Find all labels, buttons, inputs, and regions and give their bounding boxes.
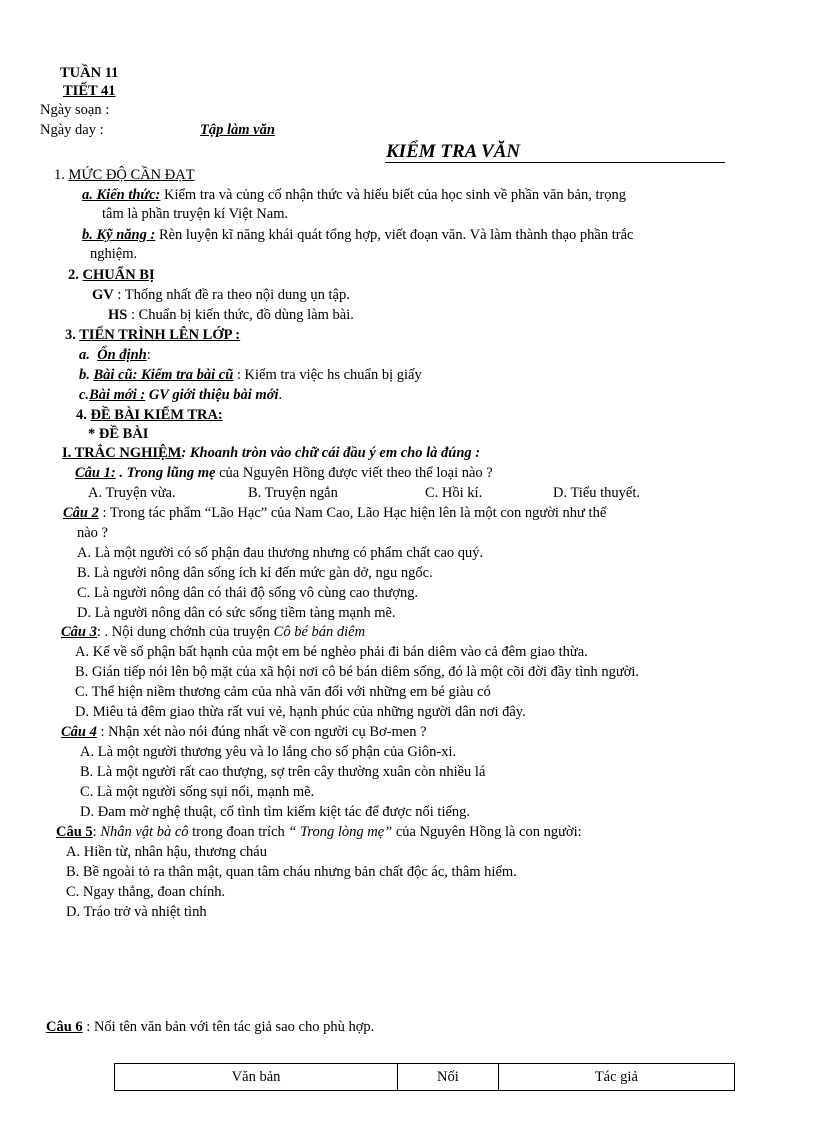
q2-option-c: C. Là người nông dân có thái độ sống vô cùng cao thượng. [77, 585, 419, 601]
title-underline [385, 162, 725, 163]
q5-option-b: B. Bề ngoài tỏ ra thân mật, quan tâm cháu nhưng bản chất độc ác, thâm hiểm. [66, 864, 517, 880]
section-4-heading: 4. ĐỀ BÀI KIỂM TRA: [76, 407, 223, 423]
q2-option-a: A. Là một người có số phận đau thương nhưng có phẩm chất cao quý. [77, 545, 484, 561]
part-1-heading: I. TRẮC NGHIỆM: Khoanh tròn vào chữ cái đầu ý em cho là đúng : [62, 445, 481, 461]
q1-option-c: C. Hồi kí. [425, 485, 483, 501]
date-taught: Ngày day : [40, 122, 104, 138]
skill-line-2: nghiệm. [90, 246, 138, 262]
q4-option-a: A. Là một người thương yêu và lo lắng cho số phận của Giôn-xi. [80, 744, 457, 760]
q1-option-a: A. Truyện vừa. [88, 485, 176, 501]
date-prepared: Ngày soạn : [40, 102, 110, 118]
question-5: Câu 5: Nhân vật bà cô trong đoan trích “ Trong lòng mẹ” của Nguyên Hồng là con người: [56, 824, 582, 840]
table-header-author: Tác giả [498, 1064, 734, 1091]
q5-option-a: A. Hiền từ, nhân hậu, thương cháu [66, 844, 267, 860]
table-row [115, 1064, 735, 1091]
q3-option-d: D. Miêu tả đêm giao thừa rất vui vẻ, hạnh phúc của những người dân nơi đây. [75, 704, 526, 720]
q3-option-b: B. Gián tiếp nói lên bộ mặt của xã hội nơi cô bé bán diêm sống, đó là một cõi đời đầy tình người. [75, 664, 640, 680]
new-lesson-line: c.Bài mới : GV giới thiệu bài mới. [79, 387, 283, 403]
hs-line: HS : Chuẩn bị kiến thức, đồ dùng làm bài. [108, 307, 354, 323]
q1-option-b: B. Truyện ngắn [248, 485, 338, 501]
page-title: KIỂM TRA VĂN [386, 141, 521, 162]
lesson-label: TIẾT 41 [63, 83, 116, 99]
section-1-heading: 1. MỨC ĐỘ CẦN ĐẠT [54, 167, 195, 183]
stabilize-line: a. Ổn định: [79, 347, 151, 363]
q2-option-b: B. Là người nông dân sống ích kỉ đến mức gàn dở, ngu ngốc. [77, 565, 433, 581]
question-6: Câu 6 : Nối tên văn bản với tên tác giả sao cho phù hợp. [46, 1019, 375, 1035]
table-header-text: Văn bản [115, 1064, 398, 1091]
question-2: Câu 2 : Trong tác phẩm “Lão Hạc” của Nam Cao, Lão Hạc hiện lên là một con người như thế [63, 505, 607, 521]
question-1: Câu 1: . Trong lũng mẹ của Nguyên Hồng được viết theo thể loại nào ? [75, 465, 493, 481]
q3-option-c: C. Thể hiện niềm thương cảm của nhà văn đối với những em bé giàu có [75, 684, 491, 700]
section-2-heading: 2. CHUẨN BỊ [68, 267, 155, 283]
q5-option-c: C. Ngay thẳng, đoan chính. [66, 884, 226, 900]
question-2-cont: nào ? [77, 525, 108, 541]
q5-option-d: D. Tráo trở và nhiệt tình [66, 904, 207, 920]
knowledge-line-2: tâm là phần truyện kí Việt Nam. [102, 206, 289, 222]
gv-line: GV : Thống nhất đề ra theo nội dung ụn tập. [92, 287, 350, 303]
knowledge-line: a. Kiến thức: Kiểm tra và củng cố nhận thức và hiểu biết của học sinh về phần văn bản, trọng [82, 187, 627, 203]
question-4: Câu 4 : Nhận xét nào nói đúng nhất về con người cụ Bơ-men ? [61, 724, 427, 740]
subject: Tập làm văn [200, 122, 275, 138]
question-3: Câu 3: . Nội dung chớnh của truyện Cô bé bán diêm [61, 624, 366, 640]
table-header-match: Nối [398, 1064, 499, 1091]
old-lesson-line: b. Bài cũ: Kiểm tra bài cũ : Kiểm tra việc hs chuẩn bị giấy [79, 367, 422, 383]
q4-option-c: C. Là một người sống sụi nổi, mạnh mẽ. [80, 784, 315, 800]
q4-option-b: B. Là một người rất cao thượng, sợ trên cây thường xuân còn nhiều lá [80, 764, 486, 780]
exam-subheading: * ĐỀ BÀI [88, 426, 149, 442]
q3-option-a: A. Kể về số phận bất hạnh của một em bé nghèo phải đi bán diêm vào cả đêm giao thừa. [75, 644, 588, 660]
matching-table [114, 1063, 735, 1091]
section-3-heading: 3. TIẾN TRÌNH LÊN LỚP : [65, 327, 241, 343]
q2-option-d: D. Là người nông dân có sức sống tiềm tàng mạnh mẽ. [77, 605, 396, 621]
q1-option-d: D. Tiểu thuyết. [553, 485, 641, 501]
skill-line: b. Kỹ năng : Rèn luyện kĩ năng khái quát tổng hợp, viết đoạn văn. Và làm thành thạo phần trắc [82, 227, 634, 243]
week-label: TUẦN 11 [60, 65, 119, 81]
q4-option-d: D. Đam mờ nghệ thuật, cố tình tìm kiếm kiệt tác để được nổi tiếng. [80, 804, 471, 820]
